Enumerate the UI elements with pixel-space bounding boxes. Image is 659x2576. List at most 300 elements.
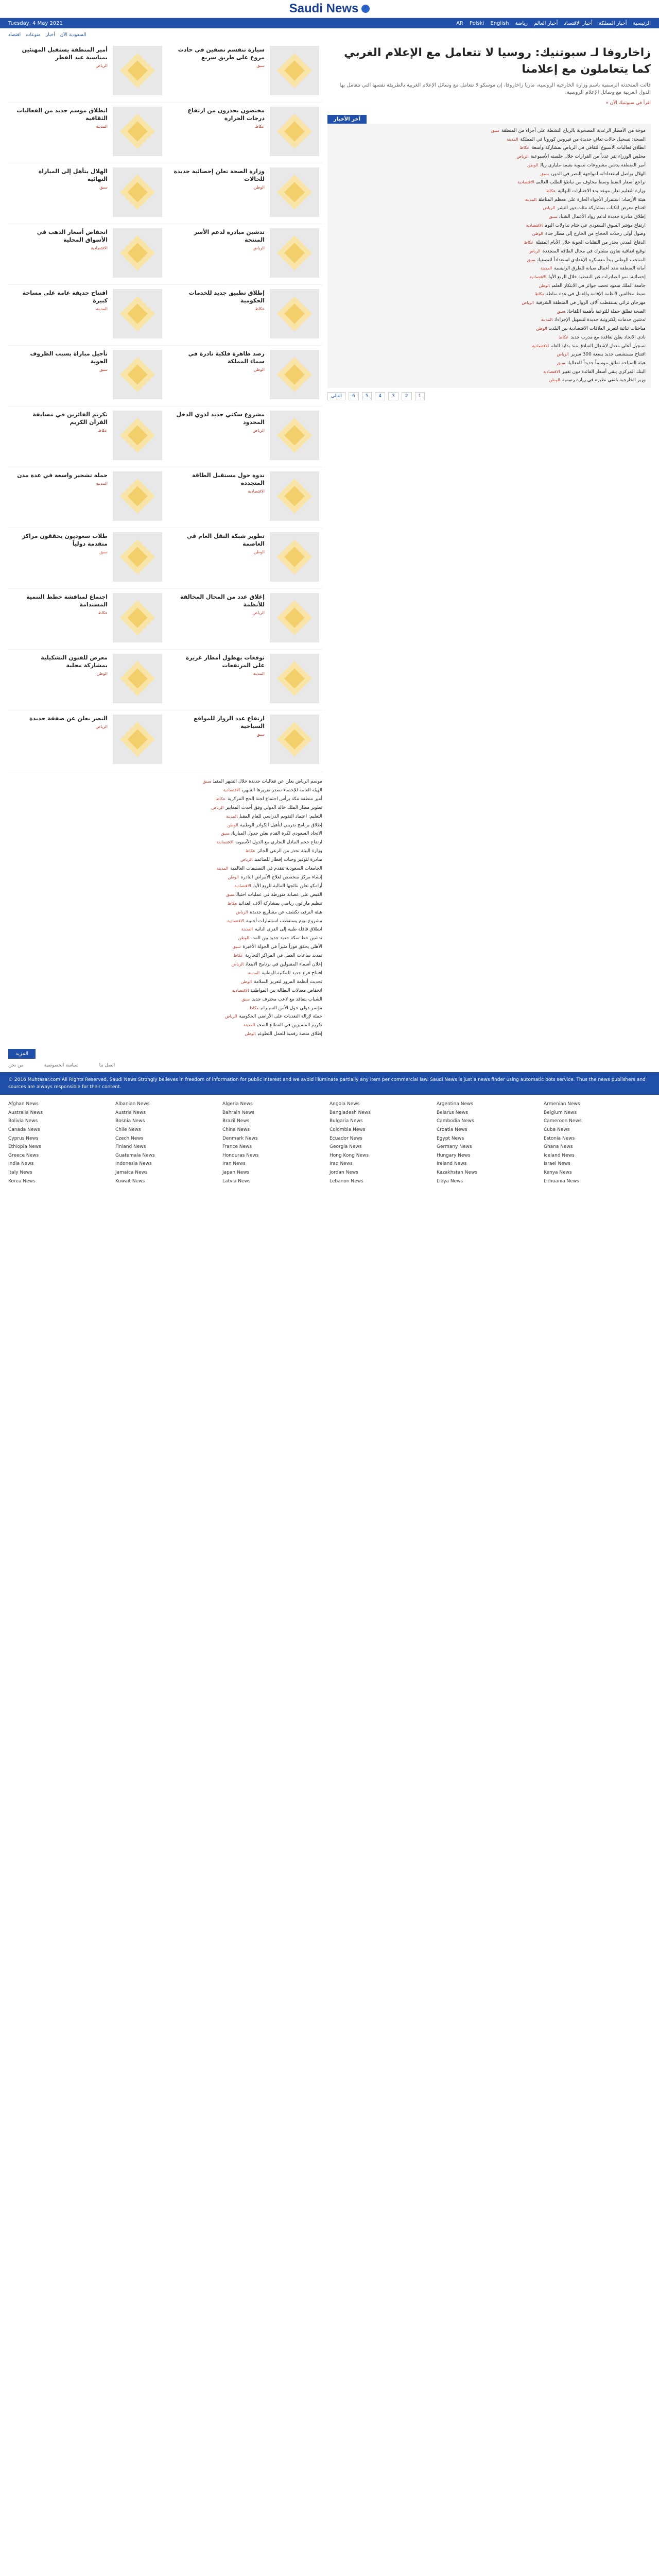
card-thumbnail[interactable] — [270, 228, 319, 278]
card-thumbnail[interactable] — [113, 654, 162, 703]
item-title[interactable]: انطلاق فعاليات الأسبوع الثقافي في الرياض بمشاركة واسعة — [531, 145, 646, 151]
item-source[interactable]: الوطن — [227, 822, 238, 827]
country-link[interactable]: Greece News — [8, 1153, 39, 1158]
item-title[interactable]: التعليم: اعتماد التقويم الدراسي للعام المقبل — [239, 814, 322, 819]
card-source[interactable]: المدينة — [96, 307, 108, 311]
card-source[interactable]: سبق — [256, 732, 265, 737]
page-link[interactable]: 2 — [402, 392, 412, 400]
item-source[interactable]: الاقتصادية — [529, 274, 547, 279]
item-title[interactable]: إنشاء مركز متخصص لعلاج الأمراض النادرة — [240, 874, 322, 880]
card-title[interactable]: الهلال يتأهل إلى المباراة النهائية — [38, 168, 108, 182]
footer-link[interactable]: من نحن — [8, 1063, 24, 1069]
item-source[interactable]: الوطن — [228, 874, 239, 879]
list-item[interactable] — [8, 847, 322, 856]
item-title[interactable]: مباحثات ثنائية لتعزيز العلاقات الاقتصادية بين البلدين — [549, 326, 646, 332]
card-thumbnail[interactable] — [270, 289, 319, 338]
item-title[interactable]: توقيع اتفاقية تعاون مشترك في مجال الطاقة المتجددة — [542, 248, 646, 254]
item-title[interactable]: مجلس الوزراء يقر عدداً من القرارات خلال جلسته الأسبوعية — [530, 154, 646, 160]
card-source[interactable]: عكاظ — [97, 611, 108, 615]
card-title[interactable]: تدشين مبادرة لدعم الأسر المنتجة — [194, 229, 265, 243]
news-card[interactable] — [8, 103, 165, 163]
country-link[interactable]: Brazil News — [222, 1118, 250, 1124]
list-item[interactable] — [8, 1012, 322, 1021]
country-link[interactable]: Kuwait News — [115, 1178, 145, 1184]
list-item[interactable] — [8, 882, 322, 891]
country-link[interactable]: Ecuador News — [330, 1136, 362, 1141]
card-thumbnail[interactable] — [270, 107, 319, 156]
country-link[interactable]: Bangladesh News — [330, 1110, 371, 1115]
item-source[interactable]: المدينة — [507, 137, 518, 142]
item-title[interactable]: تدشين خدمات إلكترونية جديدة لتسهيل الإجراءات — [554, 317, 646, 323]
list-item[interactable] — [8, 856, 322, 865]
page-link[interactable]: 4 — [375, 392, 385, 400]
item-title[interactable]: إحصائية: نمو الصادرات غير النفطية خلال الربع الأول — [548, 274, 646, 280]
card-title[interactable]: إغلاق عدد من المحال المخالفة للأنظمة — [180, 594, 265, 608]
list-item[interactable] — [333, 299, 646, 308]
country-link[interactable]: Ethiopia News — [8, 1144, 41, 1150]
item-title[interactable]: انخفاض معدلات البطالة بين المواطنين — [251, 988, 322, 993]
news-card[interactable] — [165, 528, 322, 589]
country-link[interactable]: Italy News — [8, 1170, 32, 1175]
country-link[interactable]: France News — [222, 1144, 252, 1150]
item-title[interactable]: تطوير مطار الملك خالد الدولي وفق أحدث المعايير — [226, 805, 322, 810]
news-card[interactable] — [165, 650, 322, 710]
item-source[interactable]: الاقتصادية — [517, 180, 534, 185]
country-link[interactable]: Libya News — [437, 1178, 463, 1184]
news-card[interactable] — [8, 224, 165, 285]
item-title[interactable]: إعلان أسماء المقبولين في برنامج الابتعاث — [246, 962, 322, 968]
card-thumbnail[interactable] — [113, 350, 162, 399]
card-source[interactable]: عكاظ — [254, 307, 265, 311]
item-title[interactable]: مهرجان تراثي يستقطب آلاف الزوار في المنطقة الشرقية — [535, 300, 646, 306]
item-title[interactable]: المنتخب الوطني يبدأ معسكره الإعدادي استعداداً للتصفيات — [537, 257, 646, 263]
list-item[interactable] — [8, 969, 322, 978]
item-title[interactable]: وصول أولى رحلات الحجاج من الخارج إلى مطار جدة — [545, 231, 646, 237]
list-item[interactable] — [8, 917, 322, 926]
card-source[interactable]: الوطن — [253, 185, 265, 190]
item-source[interactable]: الوطن — [539, 283, 550, 288]
list-item[interactable] — [333, 187, 646, 196]
item-title[interactable]: البنك المركزي يبقي أسعار الفائدة دون تغيير — [562, 369, 646, 375]
card-source[interactable]: الرياض — [95, 63, 108, 68]
page-link[interactable]: 6 — [349, 392, 359, 400]
card-thumbnail[interactable] — [270, 654, 319, 703]
item-title[interactable]: تسجيل أعلى معدل لإشغال الفنادق منذ بداية العام — [551, 343, 646, 349]
news-card[interactable] — [8, 346, 165, 406]
item-source[interactable]: المدينة — [540, 266, 552, 271]
card-thumbnail[interactable] — [270, 411, 319, 460]
list-item[interactable] — [8, 960, 322, 969]
card-source[interactable]: الرياض — [252, 428, 265, 433]
item-title[interactable]: افتتاح مستشفى جديد بسعة 300 سرير — [570, 352, 646, 358]
list-item[interactable] — [333, 282, 646, 291]
item-title[interactable]: الاتحاد السعودي لكرة القدم يعلن جدول المباريات — [231, 831, 322, 837]
item-title[interactable]: افتتاح معرض للكتاب بمشاركة مئات دور النشر — [557, 206, 646, 211]
list-item[interactable] — [8, 987, 322, 995]
item-source[interactable]: عكاظ — [233, 953, 244, 958]
country-link[interactable]: Egypt News — [437, 1136, 464, 1141]
card-thumbnail[interactable] — [113, 411, 162, 460]
item-title[interactable]: موجة من الأمطار الرعدية المصحوبة بالرياح النشطة على أجزاء من المنطقة — [501, 128, 646, 133]
country-link[interactable]: Israel News — [544, 1161, 570, 1167]
item-source[interactable]: الرياض — [528, 248, 541, 253]
card-source[interactable]: المدينة — [96, 124, 108, 129]
item-source[interactable]: الرياض — [231, 962, 244, 967]
item-source[interactable]: سبق — [232, 944, 241, 950]
item-source[interactable]: سبق — [540, 171, 549, 176]
card-thumbnail[interactable] — [270, 350, 319, 399]
list-item[interactable] — [8, 786, 322, 795]
list-item[interactable] — [8, 934, 322, 943]
card-title[interactable]: مختصون يحذرون من ارتفاع درجات الحرارة — [187, 107, 265, 122]
card-title[interactable]: النصر يعلن عن صفقة جديدة — [29, 715, 108, 722]
country-link[interactable]: Armenian News — [544, 1101, 580, 1107]
news-card[interactable] — [165, 42, 322, 103]
list-item[interactable] — [333, 127, 646, 135]
country-link[interactable]: Bahrain News — [222, 1110, 254, 1115]
country-link[interactable]: Cameroon News — [544, 1118, 582, 1124]
country-link[interactable]: Ireland News — [437, 1161, 467, 1167]
card-title[interactable]: سيارة تنقسم نصفين في حادث مروع على طريق سريع — [178, 46, 265, 61]
list-item[interactable] — [8, 795, 322, 804]
country-link[interactable]: Bulgaria News — [330, 1118, 363, 1124]
country-link[interactable]: Georgia News — [330, 1144, 362, 1150]
list-item[interactable] — [333, 325, 646, 333]
card-thumbnail[interactable] — [270, 715, 319, 764]
country-link[interactable]: Germany News — [437, 1144, 472, 1150]
item-title[interactable]: افتتاح فرع جديد للمكتبة الوطنية — [262, 970, 322, 976]
card-thumbnail[interactable] — [270, 46, 319, 95]
card-thumbnail[interactable] — [113, 471, 162, 521]
item-source[interactable]: المدينة — [241, 927, 253, 932]
item-title[interactable]: تراجع أسعار النفط وسط مخاوف من تباطؤ الطلب العالمي — [536, 180, 646, 185]
item-source[interactable]: الرياض — [557, 352, 569, 357]
country-link[interactable]: Jordan News — [330, 1170, 358, 1175]
item-title[interactable]: وزارة التعليم تعلن موعد بدء الاختبارات النهائية — [558, 188, 646, 194]
card-title[interactable]: مشروع سكني جديد لذوي الدخل المحدود — [176, 411, 265, 426]
item-title[interactable]: ارتفاع حجم التبادل التجاري مع الدول الآسيوية — [235, 840, 322, 845]
item-title[interactable]: انطلاق قافلة طبية إلى القرى النائية — [255, 927, 322, 933]
news-card[interactable] — [165, 163, 322, 224]
card-title[interactable]: تكريم الفائزين في مسابقة القرآن الكريم — [32, 411, 108, 426]
country-link[interactable]: Belarus News — [437, 1110, 469, 1115]
card-title[interactable]: تطوير شبكة النقل العام في العاصمة — [186, 533, 265, 547]
item-title[interactable]: الجامعات السعودية تتقدم في التصنيفات العالمية — [230, 866, 322, 872]
news-card[interactable] — [165, 467, 322, 528]
nav-link[interactable]: رياضة — [515, 20, 528, 26]
news-card[interactable] — [8, 528, 165, 589]
country-link[interactable]: Iraq News — [330, 1161, 353, 1167]
country-link[interactable]: Cuba News — [544, 1127, 570, 1132]
news-card[interactable] — [165, 346, 322, 406]
item-source[interactable]: الاقتصادية — [223, 787, 240, 792]
item-title[interactable]: الصحة: تسجيل حالات تعافٍ جديدة من فيروس كورونا في المملكة — [520, 137, 646, 142]
country-link[interactable]: Indonesia News — [115, 1161, 152, 1167]
list-item[interactable] — [8, 838, 322, 847]
page-link[interactable]: 3 — [388, 392, 398, 400]
item-source[interactable]: عكاظ — [559, 334, 569, 340]
list-item[interactable] — [333, 333, 646, 342]
card-source[interactable]: المدينة — [96, 481, 108, 486]
card-title[interactable]: معرض للفنون التشكيلية بمشاركة محلية — [41, 654, 108, 669]
item-title[interactable]: الهيئة العامة للإحصاء تصدر تقريرها الشهري — [242, 787, 322, 793]
country-link[interactable]: Latvia News — [222, 1178, 251, 1184]
item-source[interactable]: سبق — [241, 996, 250, 1002]
card-source[interactable]: سبق — [99, 550, 108, 554]
card-title[interactable]: ارتفاع عدد الزوار للمواقع السياحية — [194, 715, 265, 730]
item-source[interactable]: الوطن — [245, 1031, 256, 1037]
list-item[interactable] — [333, 230, 646, 239]
item-title[interactable]: إطلاق منصة رقمية للعمل التطوعي — [257, 1031, 322, 1037]
item-source[interactable]: سبق — [226, 892, 235, 897]
page-link[interactable]: التالي — [327, 392, 345, 400]
item-source[interactable]: الاقتصادية — [532, 343, 549, 348]
card-thumbnail[interactable] — [113, 167, 162, 217]
item-source[interactable]: الرياض — [522, 300, 534, 306]
item-title[interactable]: هيئة السياحة تطلق موسماً جديداً للفعاليات — [567, 360, 646, 366]
subnav-link[interactable]: السعودية الآن — [60, 32, 86, 38]
card-source[interactable]: الوطن — [253, 367, 265, 372]
card-thumbnail[interactable] — [113, 228, 162, 278]
card-title[interactable]: وزارة الصحة تعلن إحصائية جديدة للحالات — [174, 168, 265, 182]
card-thumbnail[interactable] — [270, 593, 319, 642]
item-source[interactable]: الرياض — [516, 154, 529, 159]
country-link[interactable]: Afghan News — [8, 1101, 39, 1107]
news-card[interactable] — [165, 285, 322, 346]
list-item[interactable] — [333, 222, 646, 230]
card-thumbnail[interactable] — [270, 167, 319, 217]
item-title[interactable]: تمديد ساعات العمل في المراكز التجارية — [245, 953, 322, 959]
item-source[interactable]: الاقتصادية — [543, 369, 560, 374]
item-source[interactable]: المدينة — [541, 317, 553, 323]
list-item[interactable] — [333, 135, 646, 144]
list-item[interactable] — [333, 308, 646, 316]
country-link[interactable]: Kazakhstan News — [437, 1170, 478, 1175]
card-source[interactable]: المدينة — [253, 671, 265, 676]
item-source[interactable]: عكاظ — [524, 240, 534, 245]
country-link[interactable]: Guatemala News — [115, 1153, 155, 1158]
item-source[interactable]: سبق — [557, 309, 565, 314]
nav-link[interactable]: Polski — [470, 20, 484, 26]
list-item[interactable] — [8, 777, 322, 786]
item-title[interactable]: أمانة المنطقة تنفذ أعمال صيانة للطرق الرئيسية — [554, 266, 646, 272]
list-item[interactable] — [8, 1021, 322, 1030]
country-link[interactable]: Finland News — [115, 1144, 146, 1150]
item-title[interactable]: أرامكو تعلن نتائجها المالية للربع الأول — [253, 883, 322, 889]
country-link[interactable]: Colombia News — [330, 1127, 366, 1132]
country-link[interactable]: Australia News — [8, 1110, 43, 1115]
item-source[interactable]: الوطن — [527, 162, 539, 167]
news-card[interactable] — [165, 224, 322, 285]
card-source[interactable]: الرياض — [95, 724, 108, 729]
country-link[interactable]: Czech News — [115, 1136, 144, 1141]
subnav-link[interactable]: أخبار — [45, 32, 55, 38]
item-source[interactable]: الرياض — [543, 206, 556, 211]
news-card[interactable] — [8, 467, 165, 528]
item-title[interactable]: وزارة البيئة تحذر من الرعي الجائر — [257, 849, 322, 854]
item-source[interactable]: سبق — [557, 360, 566, 365]
card-title[interactable]: رصد ظاهرة فلكية نادرة في سماء المملكة — [188, 350, 265, 365]
nav-link[interactable]: أخبار الاقتصاد — [564, 20, 593, 26]
card-title[interactable]: اجتماع لمناقشة خطط التنمية المستدامة — [26, 594, 108, 608]
featured-article-title[interactable]: زاخاروفا لـ سبوتنيك: روسيا لا تتعامل مع الإعلام الغربي كما يتعاملون مع إعلامنا — [344, 46, 651, 76]
card-thumbnail[interactable] — [270, 471, 319, 521]
item-source[interactable]: عكاظ — [249, 1005, 259, 1010]
list-item[interactable] — [333, 342, 646, 351]
news-card[interactable] — [8, 163, 165, 224]
list-item[interactable] — [333, 376, 646, 385]
card-source[interactable]: سبق — [99, 367, 108, 372]
list-item[interactable] — [8, 1004, 322, 1013]
country-link[interactable]: Jamaica News — [115, 1170, 148, 1175]
list-item[interactable] — [8, 1030, 322, 1039]
card-source[interactable]: الرياض — [252, 611, 265, 615]
card-source[interactable]: عكاظ — [254, 124, 265, 129]
subnav-link[interactable]: اقتصاد — [8, 32, 21, 38]
country-link[interactable]: Korea News — [8, 1178, 36, 1184]
country-link[interactable]: Lebanon News — [330, 1178, 363, 1184]
country-link[interactable]: Cambodia News — [437, 1118, 474, 1124]
item-source[interactable]: سبق — [202, 779, 212, 784]
list-item[interactable] — [333, 204, 646, 213]
list-item[interactable] — [8, 829, 322, 838]
card-source[interactable]: الرياض — [252, 246, 265, 250]
card-thumbnail[interactable] — [113, 715, 162, 764]
news-card[interactable] — [165, 710, 322, 771]
item-title[interactable]: موسم الرياض يعلن عن فعاليات جديدة خلال الشهر المقبل — [213, 779, 322, 784]
item-title[interactable]: الشباب يتعاقد مع لاعب محترف جديد — [252, 996, 322, 1002]
country-link[interactable]: Algeria News — [222, 1101, 253, 1107]
footer-link[interactable]: اتصل بنا — [99, 1063, 115, 1069]
news-card[interactable] — [165, 589, 322, 650]
item-source[interactable]: سبق — [491, 128, 499, 133]
list-item[interactable] — [333, 273, 646, 282]
item-title[interactable]: القبض على عصابة متورطة في عمليات احتيال — [236, 892, 322, 897]
list-item[interactable] — [8, 891, 322, 900]
item-title[interactable]: تدشين خط سكة حديد جديد بين المدن — [251, 936, 322, 941]
item-source[interactable]: الوطن — [240, 979, 252, 984]
item-source[interactable]: عكاظ — [227, 901, 237, 906]
list-item[interactable] — [8, 812, 322, 821]
item-title[interactable]: حملة لإزالة التعديات على الأراضي الحكومية — [239, 1014, 322, 1020]
country-link[interactable]: Croatia News — [437, 1127, 467, 1132]
card-thumbnail[interactable] — [113, 46, 162, 95]
country-link[interactable]: Belgium News — [544, 1110, 577, 1115]
item-title[interactable]: الهلال يواصل استعداداته لمواجهة النصر في الدوري — [550, 171, 646, 177]
country-link[interactable]: Canada News — [8, 1127, 40, 1132]
list-item[interactable] — [8, 952, 322, 960]
list-item[interactable] — [8, 925, 322, 934]
item-source[interactable]: الاقتصادية — [234, 883, 251, 888]
news-card[interactable] — [8, 650, 165, 710]
news-card[interactable] — [8, 285, 165, 346]
page-link[interactable]: 5 — [362, 392, 372, 400]
item-title[interactable]: مشروع نيوم يستقطب استثمارات أجنبية — [246, 918, 322, 924]
item-source[interactable]: الرياض — [224, 1014, 237, 1019]
item-source[interactable]: عكاظ — [216, 796, 226, 801]
subnav-link[interactable]: منوعات — [26, 32, 41, 38]
item-title[interactable]: هيئة الترفيه تكشف عن مشاريع جديدة — [250, 909, 322, 915]
country-link[interactable]: Kenya News — [544, 1170, 572, 1175]
item-title[interactable]: الصحة تطلق حملة للتوعية بأهمية اللقاحات — [567, 309, 646, 314]
item-title[interactable]: مبادرة لتوفير وجبات إفطار للصائمين — [254, 857, 322, 863]
item-source[interactable]: الرياض — [235, 909, 248, 914]
country-link[interactable]: Japan News — [222, 1170, 250, 1175]
card-source[interactable]: الاقتصادية — [248, 489, 265, 494]
list-item[interactable] — [8, 943, 322, 952]
country-link[interactable]: Cyprus News — [8, 1136, 39, 1141]
list-item[interactable] — [8, 865, 322, 873]
card-title[interactable]: انخفاض أسعار الذهب في الأسواق المحلية — [37, 229, 108, 243]
featured-article-link[interactable]: اقرأ في سبوتنيك الآن » — [605, 100, 651, 106]
news-card[interactable] — [8, 406, 165, 467]
card-thumbnail[interactable] — [113, 593, 162, 642]
list-item[interactable] — [333, 161, 646, 170]
item-source[interactable]: عكاظ — [519, 145, 530, 150]
card-source[interactable]: الوطن — [96, 671, 108, 676]
item-title[interactable]: ضبط مخالفين لأنظمة الإقامة والعمل في عدة مناطق — [546, 292, 646, 297]
news-card[interactable] — [8, 710, 165, 771]
country-link[interactable]: Hungary News — [437, 1153, 471, 1158]
item-title[interactable]: الدفاع المدني يحذر من التقلبات الجوية خلال الأيام المقبلة — [535, 240, 646, 246]
item-source[interactable]: الاقتصادية — [526, 223, 543, 228]
item-title[interactable]: أمير المنطقة يدشن مشروعات تنموية بقيمة ملياري ريال — [540, 162, 646, 168]
item-title[interactable]: إطلاق مبادرة جديدة لدعم رواد الأعمال الشباب — [559, 214, 646, 220]
list-item[interactable] — [8, 900, 322, 908]
item-source[interactable]: عكاظ — [546, 188, 556, 193]
country-link[interactable]: Bolivia News — [8, 1118, 38, 1124]
country-link[interactable]: Iceland News — [544, 1153, 575, 1158]
card-title[interactable]: توقعات بهطول أمطار غزيرة على المرتفعات — [185, 654, 265, 669]
list-item[interactable] — [333, 256, 646, 265]
list-item[interactable] — [333, 290, 646, 299]
country-link[interactable]: Iran News — [222, 1161, 246, 1167]
country-link[interactable]: Austria News — [115, 1110, 146, 1115]
list-item[interactable] — [8, 804, 322, 812]
nav-link[interactable]: English — [490, 20, 509, 26]
card-title[interactable]: أمير المنطقة يستقبل المهنئين بمناسبة عيد الفطر — [22, 46, 108, 61]
list-item[interactable] — [333, 196, 646, 205]
item-source[interactable]: المدينة — [525, 197, 537, 202]
country-link[interactable]: Albanian News — [115, 1101, 150, 1107]
list-item[interactable] — [333, 152, 646, 161]
list-item[interactable] — [333, 350, 646, 359]
country-link[interactable]: Denmark News — [222, 1136, 258, 1141]
item-source[interactable]: الاقتصادية — [227, 918, 244, 923]
card-thumbnail[interactable] — [270, 532, 319, 582]
item-source[interactable]: الوطن — [238, 936, 250, 941]
item-source[interactable]: الاقتصادية — [216, 840, 234, 845]
item-title[interactable]: الأهلي يحقق فوزاً مثيراً في الجولة الأخيرة — [242, 944, 322, 950]
item-title[interactable]: هيئة الأرصاد: استمرار الأجواء الحارة على معظم المناطق — [539, 197, 646, 202]
card-thumbnail[interactable] — [113, 289, 162, 338]
item-source[interactable]: المدينة — [226, 814, 238, 819]
item-source[interactable]: الاقتصادية — [232, 988, 249, 993]
item-title[interactable]: جامعة الملك سعود تحصد جوائز في الابتكار العلمي — [551, 283, 646, 289]
item-source[interactable]: المدينة — [243, 1023, 255, 1028]
list-item[interactable] — [8, 873, 322, 882]
more-button[interactable]: المزيد — [8, 1049, 36, 1059]
card-thumbnail[interactable] — [113, 532, 162, 582]
news-card[interactable] — [165, 103, 322, 163]
item-source[interactable]: سبق — [527, 257, 535, 262]
list-item[interactable] — [333, 368, 646, 377]
list-item[interactable] — [333, 213, 646, 222]
card-title[interactable]: انطلاق موسم جديد من الفعاليات الثقافية — [16, 107, 108, 122]
list-item[interactable] — [333, 144, 646, 152]
item-title[interactable]: تكريم المتميزين في القطاع الصحي — [257, 1023, 322, 1028]
country-link[interactable]: Argentina News — [437, 1101, 474, 1107]
